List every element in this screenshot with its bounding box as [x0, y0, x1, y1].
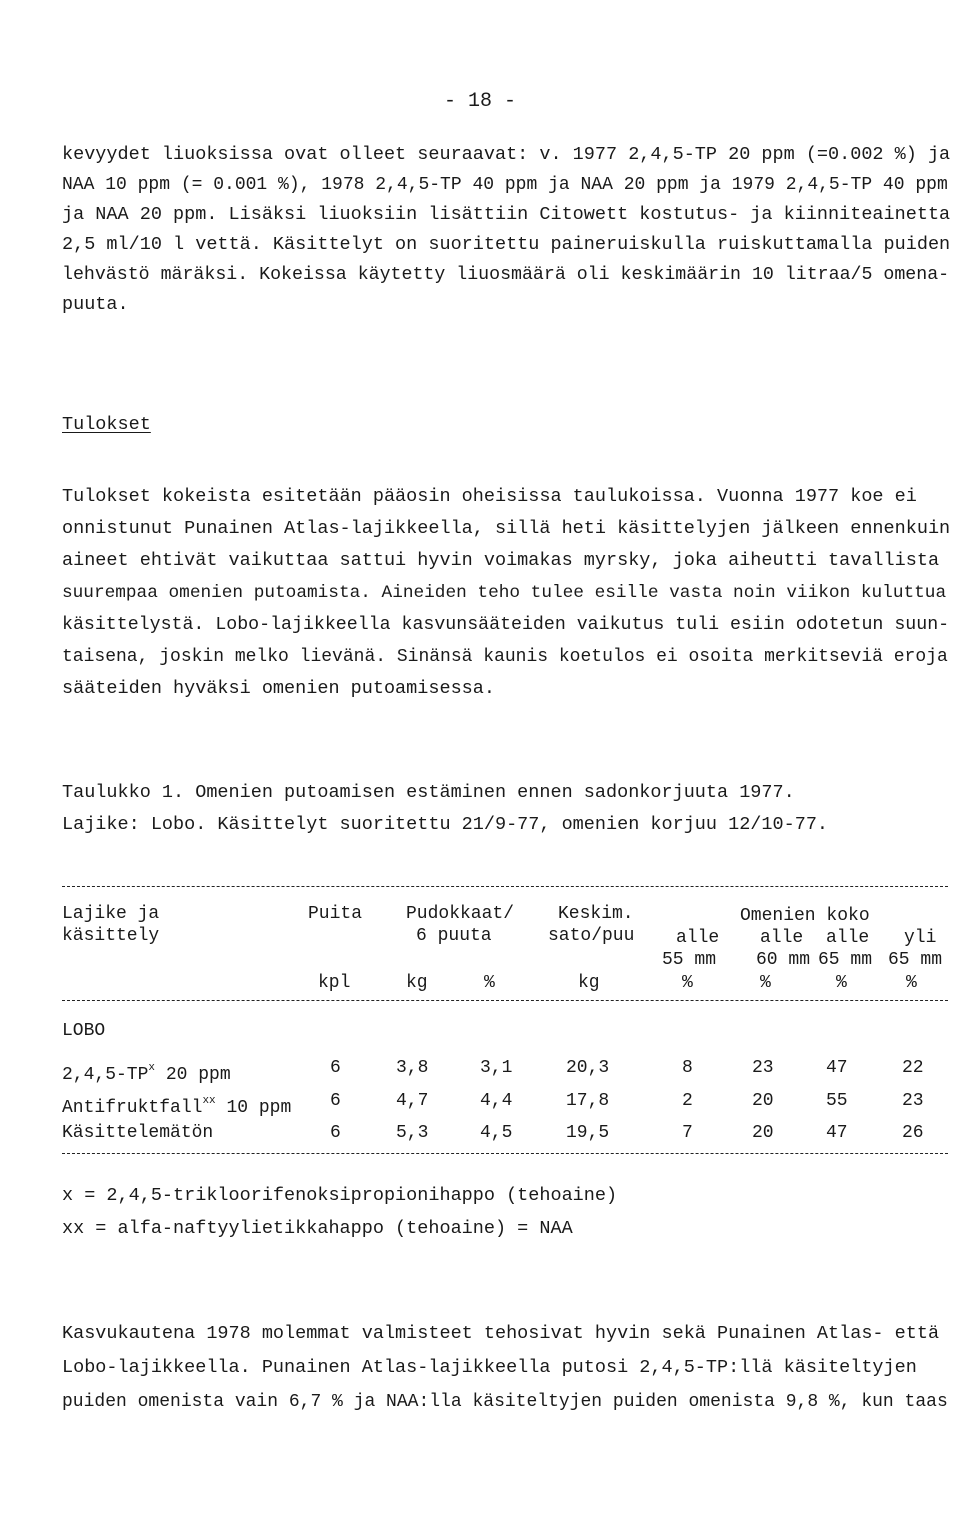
intro-paragraph [62, 140, 952, 320]
table-cell-alle55: 2 [682, 1091, 693, 1111]
table-cell-trees: 6 [330, 1091, 341, 1111]
header-treatment-2: käsittely [62, 926, 160, 946]
unit-trees: kpl [318, 973, 351, 993]
unit-fallen-pct: % [484, 973, 495, 993]
footnote-x: x = 2,4,5-trikloorifenoksipropionihappo (tehoaine) [62, 1185, 618, 1206]
table-cell-trees: 6 [330, 1123, 341, 1143]
text-line: aineet ehtivät vaikuttaa sattui hyvin voimakas myrsky, joka aiheutti tavallista [62, 550, 940, 571]
header-yli-2: 65 mm [888, 950, 943, 970]
text-line: kevyydet liuoksissa ovat olleet seuraavat: v. 1977 2,4,5-TP 20 ppm (=0.002 %) ja [62, 144, 951, 165]
unit-alle65: % [836, 973, 847, 993]
table-cell-pct: 3,1 [480, 1058, 513, 1078]
table-cell-alle60: 23 [752, 1058, 774, 1078]
table-cell-pct: 4,5 [480, 1123, 513, 1143]
header-treatment-1: Lajike ja [62, 904, 160, 924]
table-cell-alle65: 47 [826, 1123, 848, 1143]
table-subcaption: Lajike: Lobo. Käsittelyt suoritettu 21/9-77, omenien korjuu 12/10-77. [62, 814, 829, 835]
table-rule-header [62, 1000, 948, 1001]
unit-yield: kg [578, 973, 600, 993]
header-alle65-1: alle [826, 928, 870, 948]
header-size-group: Omenien koko [740, 906, 870, 926]
table-cell-kg: 3,8 [396, 1058, 429, 1078]
text-line: Kasvukautena 1978 molemmat valmisteet tehosivat hyvin sekä Punainen Atlas- että [62, 1323, 940, 1344]
table-cell-yli: 22 [902, 1058, 924, 1078]
page-number: - 18 - [444, 90, 517, 113]
table-cell-alle55: 7 [682, 1123, 693, 1143]
table-row-treatment: $2,4,5-TP^x$ 20 ppm [62, 1062, 231, 1085]
header-alle60-1: alle [760, 928, 804, 948]
table-cell-alle60: 20 [752, 1123, 774, 1143]
table-row-treatment: Käsittelemätön [62, 1123, 214, 1143]
text-line: onnistunut Punainen Atlas-lajikkeella, sillä heti käsittelyjen jälkeen ennenkuin [62, 518, 951, 539]
text-line: lehvästö märäksi. Kokeissa käytetty liuosmäärä oli keskimäärin 10 litraa/5 omena- [62, 265, 950, 285]
header-alle60-2: 60 mm [756, 950, 811, 970]
text-line: Tulokset kokeista esitetään pääosin oheisissa taulukoissa. Vuonna 1977 koe ei [62, 486, 917, 507]
header-alle55-1: alle [676, 928, 720, 948]
text-line: 2,5 ml/10 l vettä. Käsittelyt on suoritettu paineruiskulla ruiskuttamalla puiden [62, 234, 951, 255]
table-cell-alle65: 47 [826, 1058, 848, 1078]
table-rule-bottom [62, 1153, 948, 1154]
header-yield-1: Keskim. [558, 904, 634, 924]
header-alle65-2: 65 mm [818, 950, 873, 970]
table-cell-kg: 4,7 [396, 1091, 429, 1111]
header-yield-2: sato/puu [548, 926, 635, 946]
header-yli-1: yli [904, 928, 937, 948]
table-cell-alle65: 55 [826, 1091, 848, 1111]
table-row-treatment: Antifruktfall$^{xx}$ 10 ppm [62, 1095, 292, 1118]
unit-alle55: % [682, 973, 693, 993]
unit-yli: % [906, 973, 917, 993]
footnote-xx: xx = alfa-naftyylietikkahappo (tehoaine) = NAA [62, 1218, 573, 1239]
table-cell-yield: 19,5 [566, 1123, 610, 1143]
table-cell-alle55: 8 [682, 1058, 693, 1078]
text-line: Lobo-lajikkeella. Punainen Atlas-lajikkeella putosi 2,4,5-TP:llä käsiteltyjen [62, 1357, 917, 1378]
unit-fallen-kg: kg [406, 973, 428, 993]
closing-paragraph [62, 1317, 952, 1419]
table-cell-yli: 26 [902, 1123, 924, 1143]
text-line: sääteiden hyväksi omenien putoamisessa. [62, 678, 495, 699]
text-line: ja NAA 20 ppm. Lisäksi liuoksiin lisättiin Citowett kostutus- ja kiinniteainetta [62, 204, 951, 225]
text-line: puuta. [62, 294, 129, 315]
unit-alle60: % [760, 973, 771, 993]
text-line: suurempaa omenien putoamista. Aineiden teho tulee esille vasta noin viikon kuluttua [62, 583, 947, 603]
table-cell-pct: 4,4 [480, 1091, 513, 1111]
variety-label: LOBO [62, 1021, 106, 1041]
header-alle55-2: 55 mm [662, 950, 717, 970]
section-heading: Tulokset [62, 414, 151, 435]
table-cell-trees: 6 [330, 1058, 341, 1078]
table-rule-top [62, 886, 948, 887]
table-caption: Taulukko 1. Omenien putoamisen estäminen ennen sadonkorjuuta 1977. [62, 782, 795, 803]
text-line: taisena, joskin melko lievänä. Sinänsä kaunis koetulos ei osoita merkitseviä eroja [62, 647, 948, 667]
table-cell-kg: 5,3 [396, 1123, 429, 1143]
table-cell-yield: 17,8 [566, 1091, 610, 1111]
results-paragraph [62, 481, 952, 705]
text-line: NAA 10 ppm (= 0.001 %), 1978 2,4,5-TP 40 ppm ja NAA 20 ppm ja 1979 2,4,5-TP 40 ppm [62, 175, 948, 195]
header-fallen-2: 6 puuta [416, 926, 492, 946]
text-line: käsittelystä. Lobo-lajikkeella kasvunsääteiden vaikutus tuli esiin odotetun suun- [62, 615, 950, 635]
header-trees: Puita [308, 904, 363, 924]
table-cell-alle60: 20 [752, 1091, 774, 1111]
header-fallen-1: Pudokkaat/ [406, 904, 515, 924]
table-cell-yli: 23 [902, 1091, 924, 1111]
text-line: puiden omenista vain 6,7 % ja NAA:lla käsiteltyjen puiden omenista 9,8 %, kun taas [62, 1392, 948, 1412]
table-cell-yield: 20,3 [566, 1058, 610, 1078]
